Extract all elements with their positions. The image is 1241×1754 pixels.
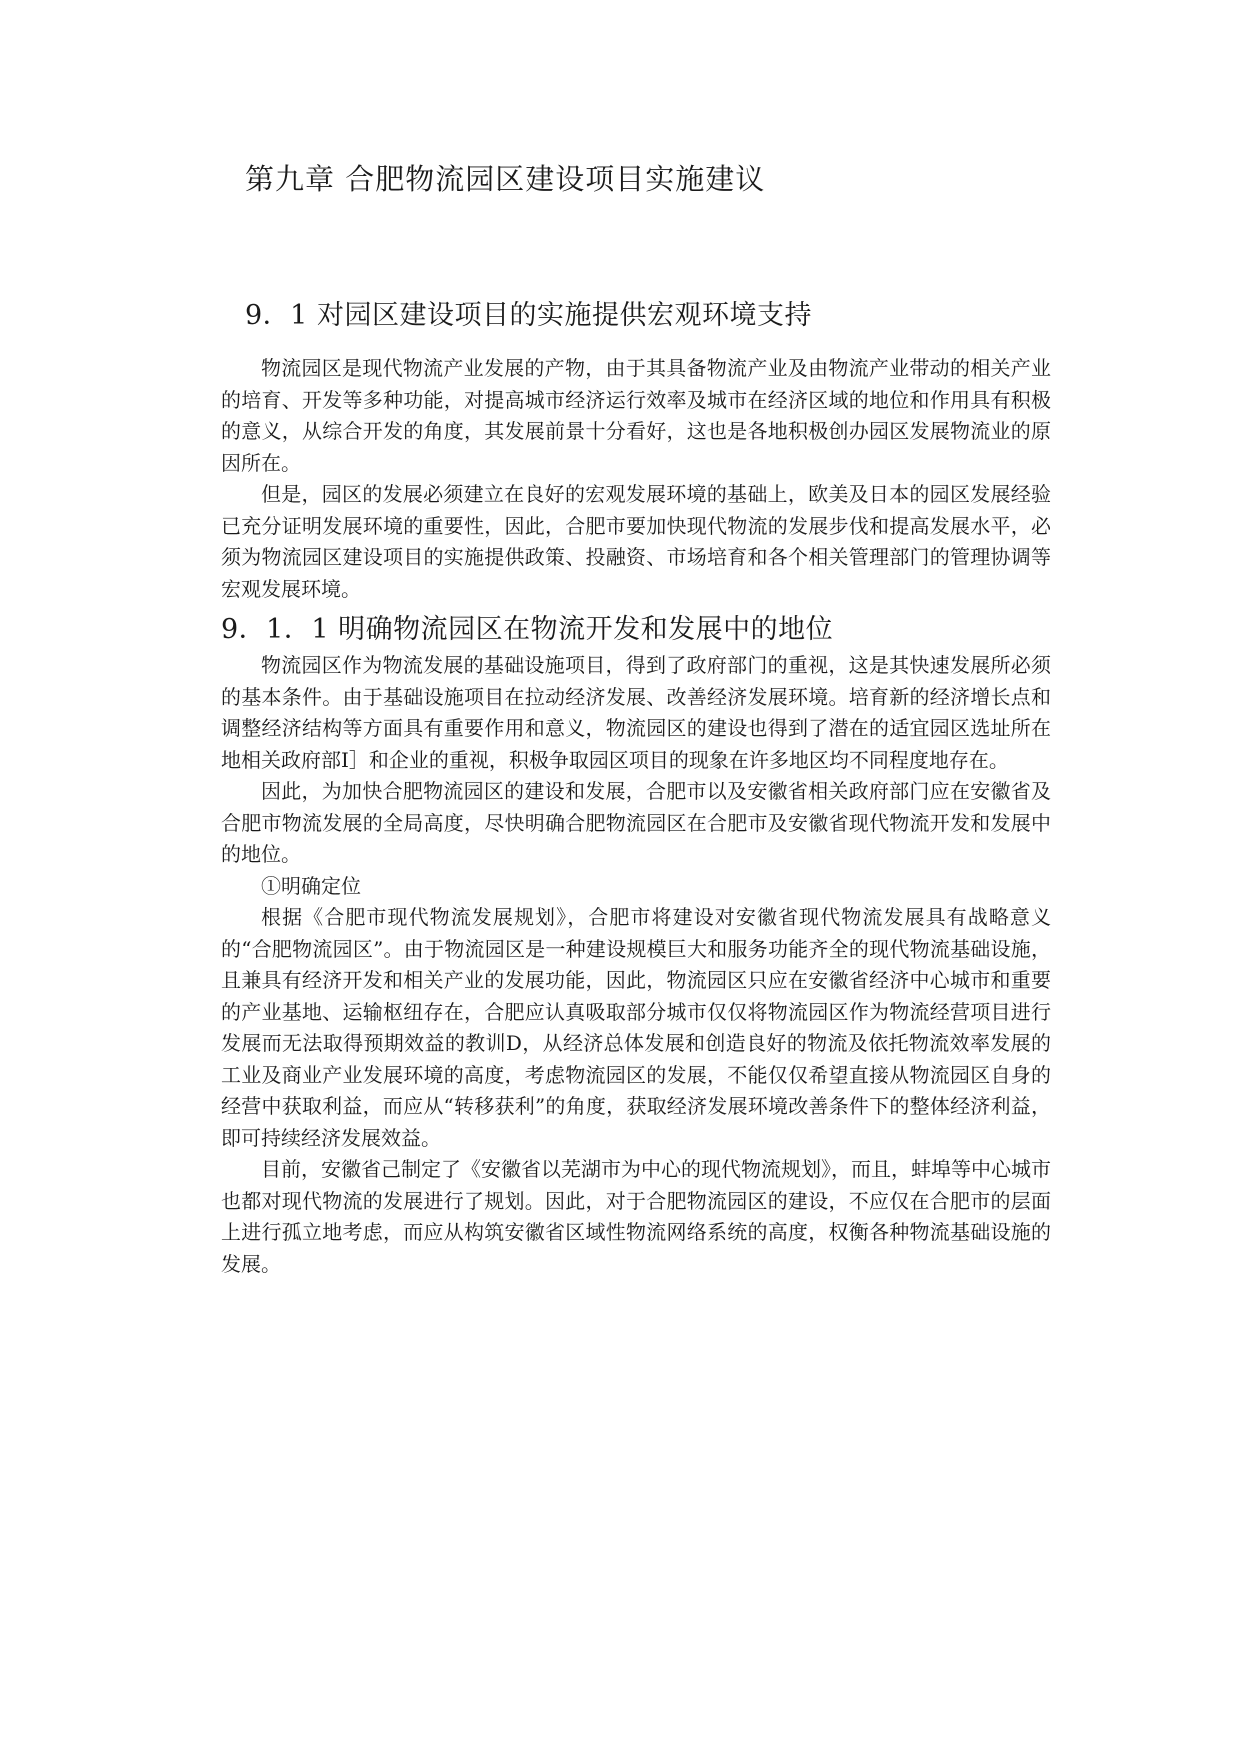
paragraph: 物流园区作为物流发展的基础设施项目，得到了政府部门的重视，这是其快速发展所必须的基本条件。由于基础设施项目在拉动经济发展、改善经济发展环境。培育新的经济增长点和调整经济结构等方面具有重要作用和意义，物流园区的建设也得到了潜在的适宜园区选址所在地相关政府部I］和企业的重视，积极争取园区项目的现象在许多地区均不同程度地存在。 (221, 653, 1051, 772)
section-title-9-1-1: 9．1．1 明确物流园区在物流开发和发展中的地位 (221, 614, 834, 645)
section-9-1-body (221, 353, 1051, 605)
chapter-title: 第九章 合肥物流园区建设项目实施建议 (245, 162, 766, 196)
list-heading: ①明确定位 (261, 873, 361, 898)
paragraph: 但是，园区的发展必须建立在良好的宏观发展环境的基础上，欧美及日本的园区发展经验已充分证明发展环境的重要性，因此，合肥市要加快现代物流的发展步伐和提高发展水平，必须为物流园区建设项目的实施提供政策、投融资、市场培育和各个相关管理部门的管理协调等宏观发展环境。 (221, 482, 1051, 601)
paragraph: 目前，安徽省己制定了《安徽省以芜湖市为中心的现代物流规划》，而且，蚌埠等中心城市也都对现代物流的发展进行了规划。因此，对于合肥物流园区的建设，不应仅在合肥市的层面上进行孤立地考虑，而应从构筑安徽省区域性物流网络系统的高度，权衡各种物流基础设施的发展。 (221, 1157, 1051, 1276)
section-title-9-1: 9．1 对园区建设项目的实施提供宏观环境支持 (245, 300, 812, 331)
section-9-1-1-body (221, 610, 1051, 1280)
paragraph: 根据《合肥市现代物流发展规划》，合肥市将建设对安徽省现代物流发展具有战略意义的“合肥物流园区”。由于物流园区是一种建设规模巨大和服务功能齐全的现代物流基础设施，且兼具有经济开发和相关产业的发展功能，因此，物流园区只应在安徽省经济中心城市和重要的产业基地、运输枢纽存在，合肥应认真吸取部分城市仅仅将物流园区作为物流经营项目进行发展而无法取得预期效益的教训D，从经济总体发展和创造良好的物流及依托物流效率发展的工业及商业产业发展环境的高度，考虑物流园区的发展，不能仅仅希望直接从物流园区自身的经营中获取利益，而应从“转移获利”的角度，获取经济发展环境改善条件下的整体经济利益，即可持续经济发展效益。 (221, 905, 1051, 1150)
paragraph: 物流园区是现代物流产业发展的产物，由于其具备物流产业及由物流产业带动的相关产业的培育、开发等多种功能，对提高城市经济运行效率及城市在经济区域的地位和作用具有积极的意义，从综合开发的角度，其发展前景十分看好，这也是各地积极创办园区发展物流业的原因所在。 (221, 356, 1051, 475)
paragraph: 因此，为加快合肥物流园区的建设和发展，合肥市以及安徽省相关政府部门应在安徽省及合肥市物流发展的全局高度，尽快明确合肥物流园区在合肥市及安徽省现代物流开发和发展中的地位。 (221, 779, 1051, 866)
